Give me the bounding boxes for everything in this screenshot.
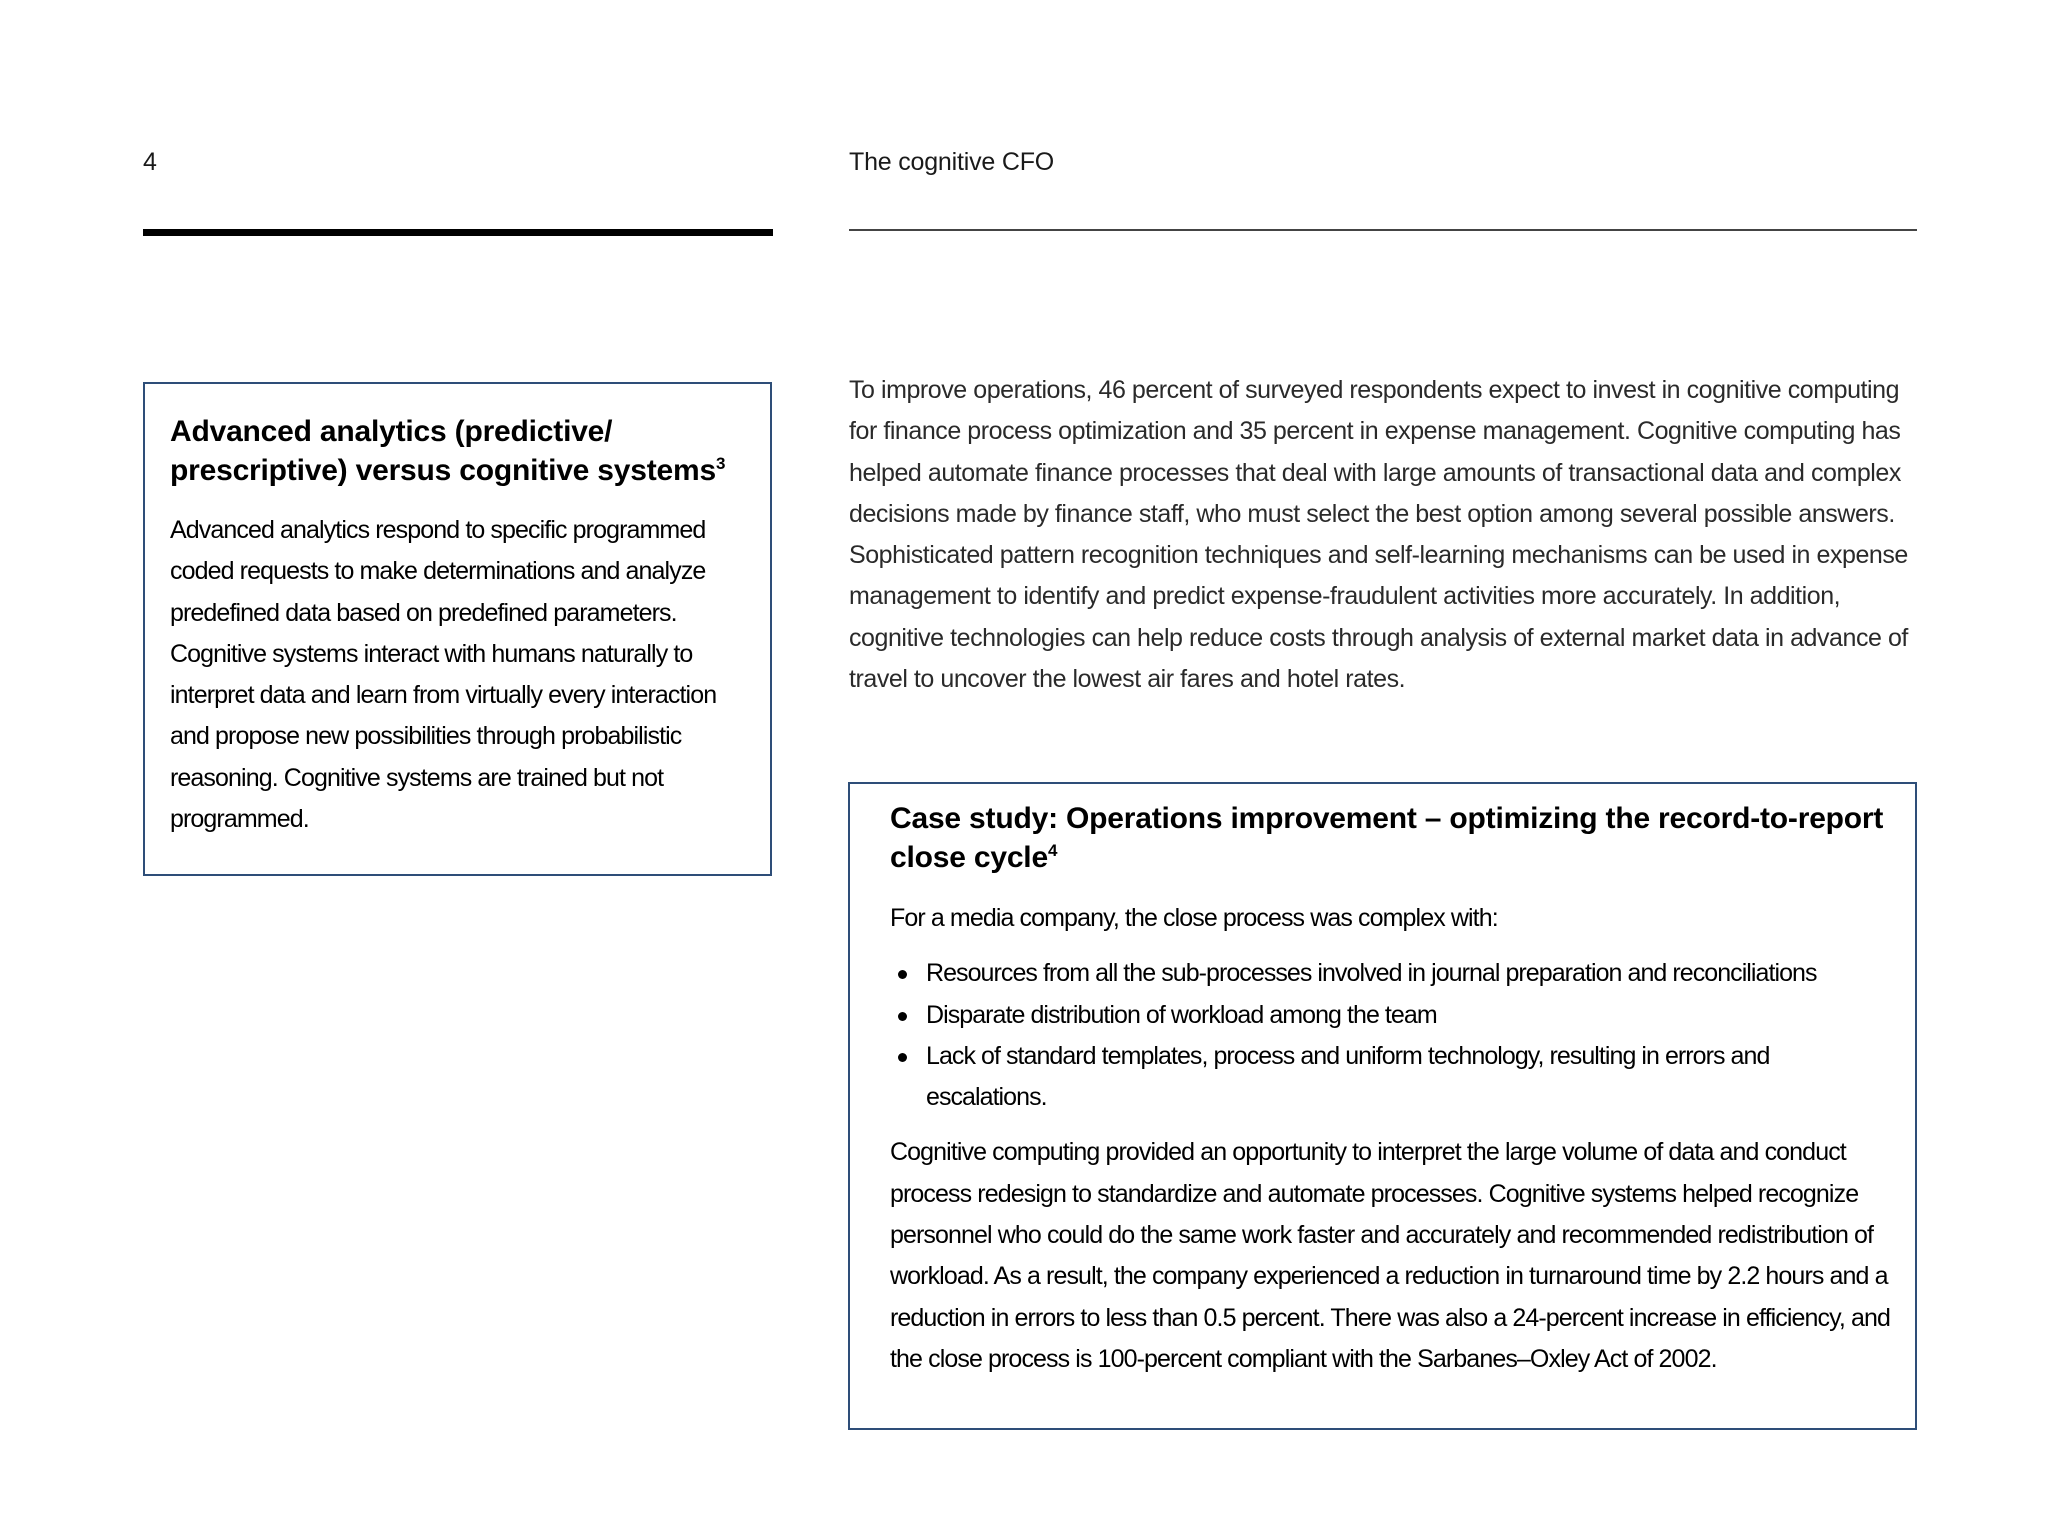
case-study-title [890, 799, 1895, 877]
case-study-bullet-list [890, 953, 1895, 1118]
document-title: The cognitive CFO [849, 148, 1055, 176]
page-number: 4 [143, 148, 157, 176]
case-study-body: Cognitive computing provided an opportunity to interpret the large volume of data and conduct process redesign to standardize and automate processes. Cognitive systems helped recognize personnel who could do the same work faster and accurately and recommended redistribution of workload. As a result, the company experienced a reduction in turnaround time by 2.2 hours and a reduction in errors to less than 0.5 percent. There was also a 24-percent increase in efficiency, and the close process is 100-percent compliant with the Sarbanes–Oxley Act of 2002. [890, 1138, 1890, 1373]
case-study-title-text: Case study: Operations improvement – optimizing the record-to-report close cycle [890, 802, 1884, 874]
sidebar-body: Advanced analytics respond to specific programmed coded requests to make determinations and analyze predefined data based on predefined parameters. Cognitive systems interact with humans naturally to interpret data and learn from virtually every interaction and propose new possibilities through probabilistic reasoning. Cognitive systems are trained but not programmed. [170, 516, 717, 834]
case-study-box [848, 782, 1917, 1430]
list-item-text: Lack of standard templates, process and uniform technology, resulting in errors and escalations. [926, 1041, 1770, 1112]
list-item-text: Disparate distribution of workload among the team [926, 1000, 1437, 1029]
case-study-footnote-marker: 4 [1047, 841, 1058, 860]
list-item [890, 995, 1895, 1036]
bullet-icon [898, 1053, 907, 1062]
list-item [890, 953, 1895, 994]
bullet-icon [898, 970, 907, 979]
sidebar-title [170, 412, 746, 490]
sidebar-title-text: Advanced analytics (predictive/ prescriptive) versus cognitive systems [170, 415, 716, 487]
left-header-rule [143, 229, 773, 236]
bullet-icon [898, 1012, 907, 1021]
list-item-text: Resources from all the sub-processes involved in journal preparation and reconciliations [926, 959, 1817, 988]
list-item [890, 1036, 1895, 1119]
case-study-lead: For a media company, the close process was complex with: [890, 904, 1498, 932]
definition-sidebar-box [143, 382, 772, 876]
intro-paragraph: To improve operations, 46 percent of surveyed respondents expect to invest in cognitive computing for finance process optimization and 35 percent in expense management. Cognitive computing has helped automate finance processes that deal with large amounts of transactional data and complex decisions made by finance staff, who must select the best option among several possible answers. Sophisticated pattern recognition techniques and self-learning mechanisms can be used in expense management to identify and predict expense-fraudulent activities more accurately. In addition, cognitive technologies can help reduce costs through analysis of external market data in advance of travel to uncover the lowest air fares and hotel rates. [849, 376, 1908, 694]
right-header-rule [849, 229, 1917, 231]
sidebar-footnote-marker: 3 [716, 454, 726, 473]
